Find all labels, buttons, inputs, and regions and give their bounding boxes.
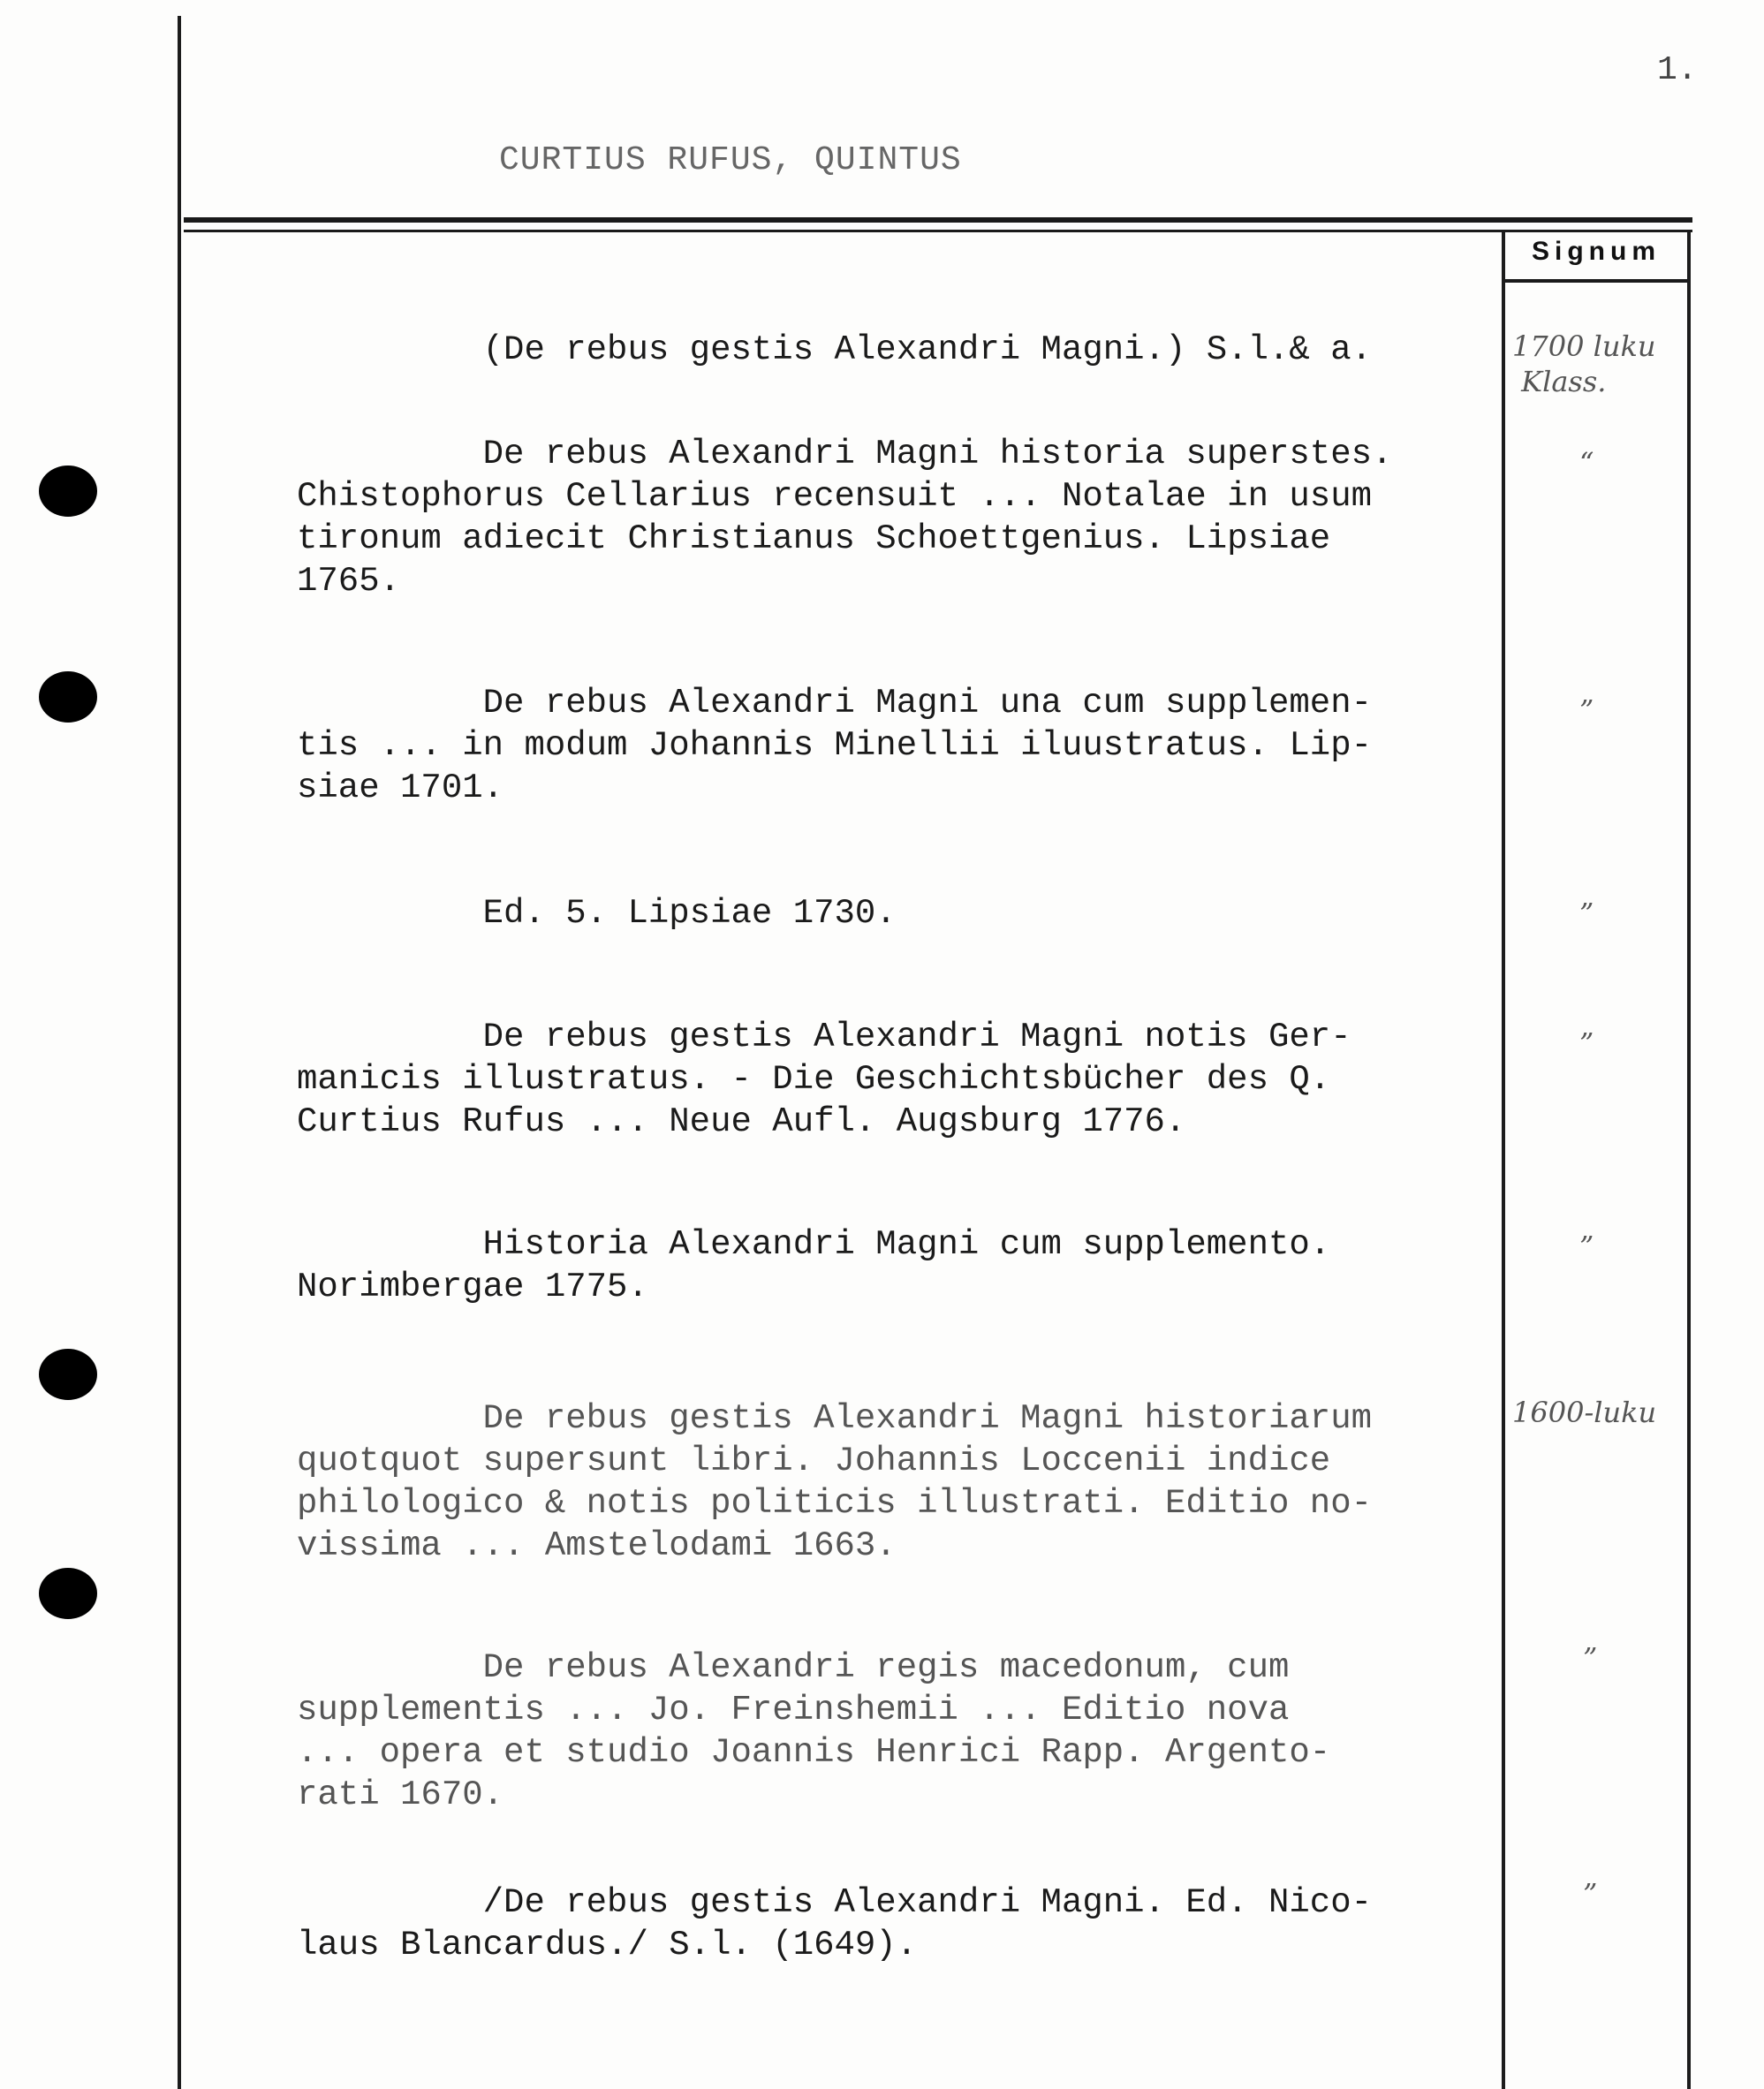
signum-mark: 1600-luku xyxy=(1512,1396,1657,1429)
punch-hole xyxy=(39,1568,97,1619)
signum-column-left-rule xyxy=(1502,232,1505,2089)
signum-mark: 1700 luku Klass. xyxy=(1512,329,1656,398)
signum-mark: “ xyxy=(1579,446,1594,480)
signum-column-right-rule xyxy=(1687,232,1691,2089)
signum-mark: ” xyxy=(1583,1641,1598,1675)
catalog-entry: De rebus Alexandri regis macedonum, cum supplementis ... Jo. Freinshemii ... Editio nova ... opera et studio Joannis Henrici Rapp. Argento- rati 1670. xyxy=(297,1648,1331,1814)
punch-hole xyxy=(39,465,97,517)
catalog-entry: /De rebus gestis Alexandri Magni. Ed. Nico- laus Blancardus./ S.l. (1649). xyxy=(297,1883,1372,1964)
signum-mark: ” xyxy=(1579,1026,1594,1060)
punch-hole xyxy=(39,671,97,723)
left-margin-rule xyxy=(178,16,181,2089)
catalog-entry: De rebus Alexandri Magni historia superstes. Chistophorus Cellarius recensuit ... Notalae in usum tironum adiecit Christianus Schoettgenius. Lipsiae 1765. xyxy=(297,435,1393,601)
catalog-entry: De rebus Alexandri Magni una cum supplemen- tis ... in modum Johannis Minellii iluustratus. Lip- siae 1701. xyxy=(297,684,1372,807)
catalog-entry: De rebus gestis Alexandri Magni notis Ger- manicis illustratus. - Die Geschichtsbücher des Q. Curtius Rufus ... Neue Aufl. Augsburg 1776. xyxy=(297,1018,1351,1141)
catalog-entry: Historia Alexandri Magni cum supplemento. Norimbergae 1775. xyxy=(297,1225,1331,1306)
catalog-entry: De rebus gestis Alexandri Magni historiarum quotquot supersunt libri. Johannis Loccenii indice philologico & notis politicis illustrati. Editio no- vissima ... Amstelodami 1663. xyxy=(297,1399,1372,1565)
signum-column-header: Signum xyxy=(1532,237,1661,266)
signum-mark: ” xyxy=(1583,1877,1598,1911)
signum-mark: ” xyxy=(1579,693,1594,727)
signum-mark: ” xyxy=(1579,897,1594,930)
header-rule-thin xyxy=(184,230,1692,232)
catalog-entry: Ed. 5. Lipsiae 1730. xyxy=(297,894,897,933)
signum-header-underline xyxy=(1505,279,1687,283)
signum-mark: ” xyxy=(1579,1230,1594,1263)
punch-hole xyxy=(39,1349,97,1400)
catalog-entry: (De rebus gestis Alexandri Magni.) S.l.& a. xyxy=(297,330,1372,369)
page-number: 1. xyxy=(1657,51,1698,89)
author-heading: CURTIUS RUFUS, QUINTUS xyxy=(499,141,962,179)
header-rule-thick xyxy=(184,217,1692,223)
